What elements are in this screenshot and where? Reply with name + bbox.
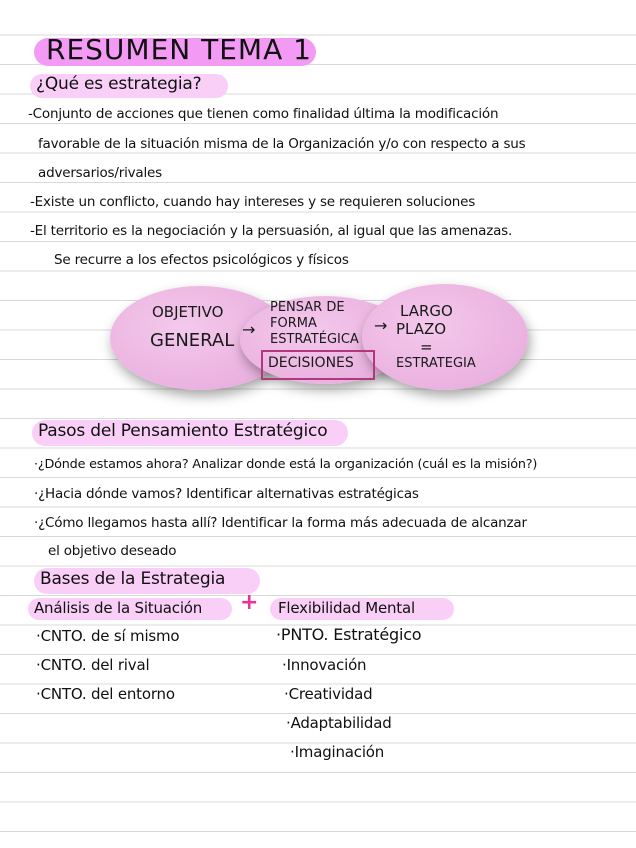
- diagram-middle-line3: ESTRATÉGICA: [270, 332, 359, 347]
- flexibility-heading: Flexibilidad Mental: [278, 599, 415, 617]
- left-list-item: ·CNTO. del rival: [36, 656, 150, 674]
- arrow-right-icon: →: [374, 316, 388, 335]
- diagram-middle-line1: PENSAR DE: [270, 300, 345, 315]
- page-title: RESUMEN TEMA 1: [46, 33, 312, 66]
- section2-line: ·¿Cómo llegamos hasta allí? Identificar la forma más adecuada de alcanzar: [34, 515, 527, 531]
- diagram-right-line2: PLAZO: [396, 320, 447, 338]
- left-list-item: ·CNTO. del entorno: [36, 685, 175, 703]
- section2-heading: Pasos del Pensamiento Estratégico: [38, 421, 328, 441]
- section2-line: ·¿Dónde estamos ahora? Analizar donde está la organización (cuál es la misión?): [34, 457, 538, 472]
- section1-heading: ¿Qué es estrategia?: [36, 74, 202, 94]
- section1-line: adversarios/rivales: [38, 165, 162, 181]
- diagram-middle-line2: FORMA: [270, 316, 317, 331]
- diagram-left-line1: OBJETIVO: [152, 303, 224, 321]
- section1-line: favorable de la situación misma de la Organización y/o con respecto a sus: [38, 136, 526, 152]
- section2-line: ·¿Hacia dónde vamos? Identificar alternativas estratégicas: [34, 486, 419, 502]
- right-list-item: ·Imaginación: [290, 743, 385, 761]
- right-list-item: ·Creatividad: [284, 685, 373, 703]
- left-list-item: ·CNTO. de sí mismo: [36, 627, 180, 645]
- section1-line: Se recurre a los efectos psicológicos y físicos: [54, 252, 349, 268]
- section1-line: -Existe un conflicto, cuando hay intereses y se requieren soluciones: [30, 194, 476, 210]
- diagram-right-line4: ESTRATEGIA: [396, 356, 476, 371]
- section3-heading: Bases de la Estrategia: [40, 569, 226, 589]
- section2-line: el objetivo deseado: [48, 543, 177, 559]
- section1-line: -El territorio es la negociación y la persuasión, al igual que las amenazas.: [30, 223, 513, 239]
- arrow-right-icon: →: [242, 320, 256, 339]
- right-list-item: ·Adaptabilidad: [286, 714, 392, 732]
- plus-icon: +: [240, 590, 259, 615]
- section1-line: -Conjunto de acciones que tienen como finalidad última la modificación: [28, 106, 499, 122]
- diagram-left-line2: GENERAL: [150, 330, 235, 351]
- right-list-item: ·Innovación: [282, 656, 367, 674]
- diagram-decisions: DECISIONES: [268, 355, 354, 371]
- diagram-right-line1: LARGO: [400, 302, 453, 320]
- right-list-item: ·PNTO. Estratégico: [276, 625, 422, 644]
- analysis-heading: Análisis de la Situación: [34, 599, 203, 617]
- diagram-right-line3: =: [420, 338, 433, 356]
